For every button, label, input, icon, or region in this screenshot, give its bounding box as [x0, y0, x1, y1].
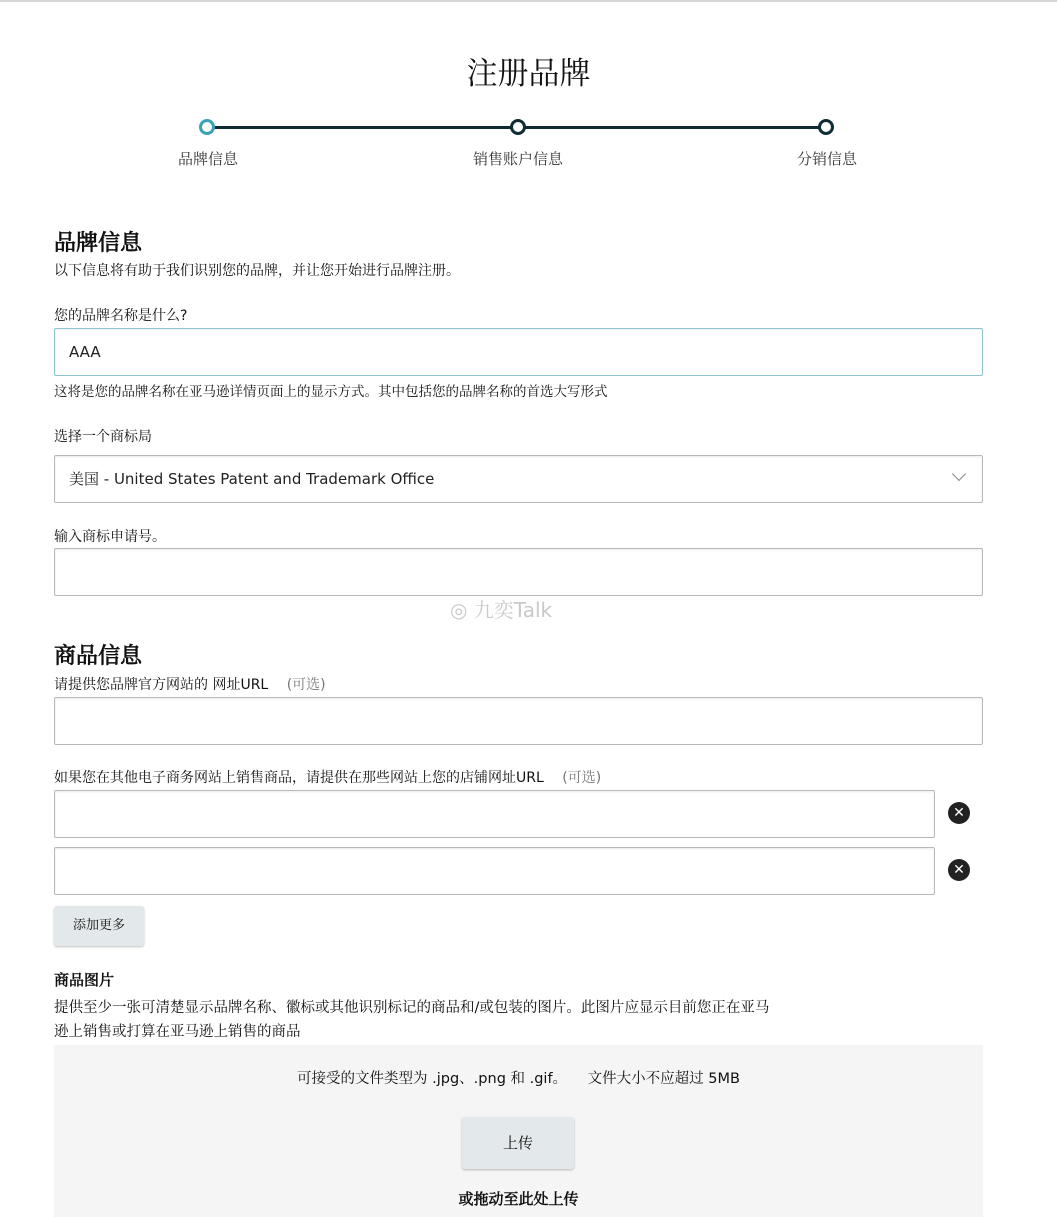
- trademark-office-label: 选择一个商标局: [54, 429, 152, 445]
- trademark-office-select[interactable]: [54, 455, 983, 503]
- brand-name-hint: 这将是您的品牌名称在亚马逊详情页面上的显示方式。其中包括您的品牌名称的首选大写形式: [54, 384, 608, 400]
- step-3-dot-icon: [818, 119, 834, 135]
- page-title: 注册品牌: [466, 56, 591, 92]
- add-more-button[interactable]: 添加更多: [54, 906, 144, 946]
- chevron-down-icon: [952, 467, 966, 481]
- brand-name-input[interactable]: AAA: [54, 328, 983, 376]
- file-types-text: 可接受的文件类型为 .jpg、.png 和 .gif。: [297, 1071, 568, 1087]
- file-requirements: [54, 1067, 983, 1088]
- step-label-brand-info: 品牌信息: [177, 150, 239, 168]
- brand-info-description: 以下信息将有助于我们识别您的品牌，并让您开始进行品牌注册。: [54, 263, 460, 279]
- remove-store-url-1-icon[interactable]: ✕: [948, 802, 970, 824]
- step-1-dot-icon: [199, 119, 215, 135]
- trademark-office-selected: 美国 - United States Patent and Trademark Office: [69, 470, 435, 488]
- product-images-description-2: 逊上销售或打算在亚马逊上销售的商品: [54, 1024, 301, 1040]
- store-urls-label: [54, 767, 601, 787]
- remove-store-url-2-icon[interactable]: ✕: [948, 859, 970, 881]
- product-images-heading: 商品图片: [54, 971, 115, 989]
- store-url-input-2[interactable]: [54, 847, 935, 895]
- trademark-number-input[interactable]: [54, 548, 983, 596]
- file-size-text: 文件大小不应超过 5MB: [587, 1071, 740, 1087]
- watermark-text: 九奕Talk: [473, 598, 553, 622]
- trademark-number-label: 输入商标申请号。: [54, 529, 166, 545]
- brand-info-heading: 品牌信息: [54, 231, 143, 256]
- brand-name-label: 您的品牌名称是什么?: [54, 308, 188, 324]
- store-url-input-1[interactable]: [54, 790, 935, 838]
- upload-button[interactable]: 上传: [462, 1117, 574, 1169]
- optional-tag: (可选): [286, 677, 326, 693]
- website-url-input[interactable]: [54, 697, 983, 745]
- store-urls-label-text: 如果您在其他电子商务网站上销售商品，请提供在那些网站上您的店铺网址URL: [54, 770, 544, 786]
- step-label-sales-account: 销售账户信息: [472, 150, 564, 168]
- upload-dropzone[interactable]: [54, 1045, 983, 1217]
- weibo-icon: ◎: [450, 598, 468, 622]
- step-2-dot-icon: [510, 119, 526, 135]
- product-info-heading: 商品信息: [54, 644, 143, 669]
- website-url-label: [54, 674, 326, 694]
- drag-upload-text: 或拖动至此处上传: [458, 1190, 579, 1208]
- step-label-distribution: 分销信息: [796, 150, 858, 168]
- watermark: [450, 594, 552, 623]
- product-images-description-1: 提供至少一张可清楚显示品牌名称、徽标或其他识别标记的商品和/或包装的图片。此图片应显示目前您正在亚马: [54, 1000, 770, 1016]
- optional-tag: (可选): [562, 770, 602, 786]
- website-url-label-text: 请提供您品牌官方网站的 网址URL: [54, 677, 269, 693]
